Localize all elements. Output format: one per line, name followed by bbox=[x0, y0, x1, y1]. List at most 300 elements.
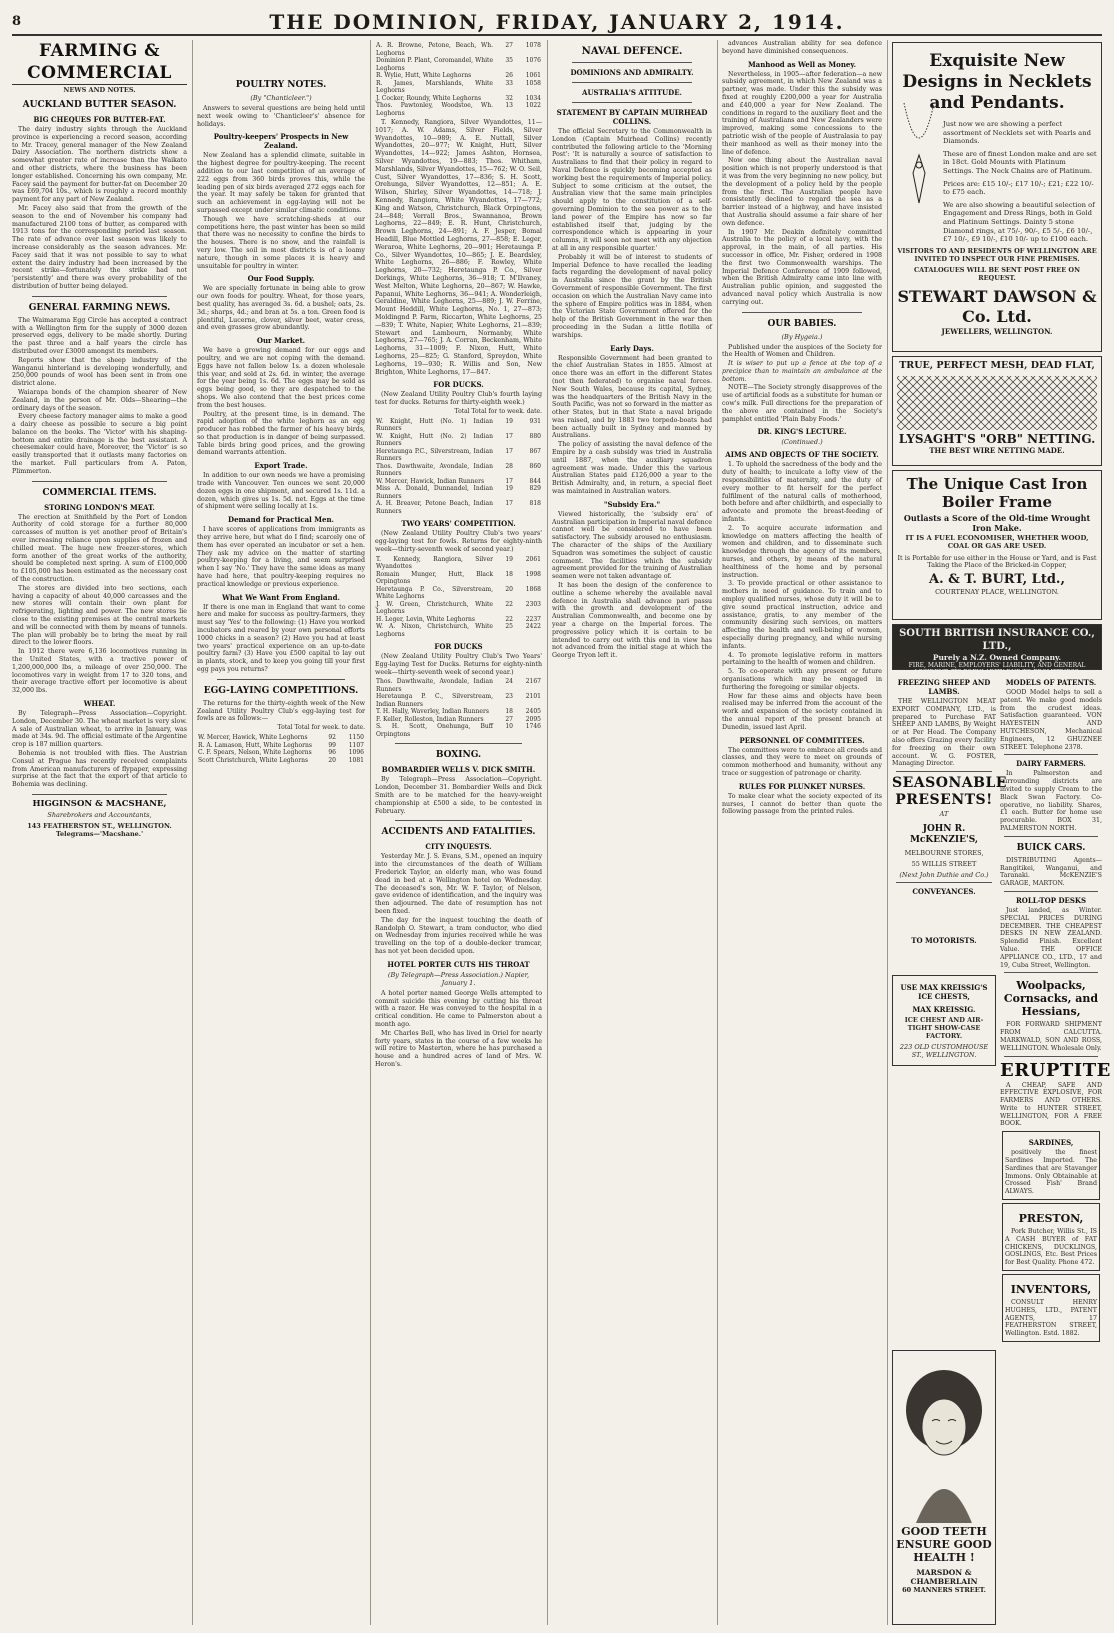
row-name: R. Wylie, Hutt, White Leghorns bbox=[376, 72, 472, 79]
row-name: Thos. Dawthwaite, Avondale, Indian Runners bbox=[376, 462, 493, 478]
byline: (By "Chanticleer.") bbox=[250, 94, 312, 102]
table-row bbox=[375, 723, 542, 738]
article-paragraph: The stores are divided into two sections, each having a capacity of about 40,000 carcasses and the new stores will contain their own plant for refrigerating, lighting and power. The new stores lie close to the existing premises at the central markets and will be connected with them by means of tunnels. The plan will probably be to bring the meat by rail direct to the lower floors. bbox=[12, 584, 187, 647]
article-paragraph: (New Zealand Utility Poultry Club's Two Years' Egg-laying Test for Ducks. Returns for eighty-ninth week—thirty-seventh week of second year.) bbox=[375, 653, 542, 676]
subheadline: AUSTRALIA'S ATTITUDE. bbox=[582, 88, 682, 97]
article-paragraph: I have scores of applications from immigrants as they arrive here, but what do I find; scarcely one of them has ever operated an incubator or set a hen. They ask my advice on the matter of starting poultry-keeping for a living, and seem surprised when I say 'No.' They have the same ideas as many have had here, that poultry-keeping requires no practical knowledge or previous experience. bbox=[197, 526, 365, 588]
row-week: 17 bbox=[505, 432, 513, 440]
row-week: 20 bbox=[328, 756, 336, 764]
divider bbox=[572, 62, 692, 63]
article-paragraph: 2. To acquire accurate information and knowledge on matters affecting the health of women and children, and to disseminate such knowledge through the agency of its members, nurses, and others, by means of the natural healthiness of the home and by personal instruction. bbox=[722, 524, 882, 579]
row-total: 2101 bbox=[525, 693, 541, 701]
advert-title: PRESTON, bbox=[1018, 1212, 1084, 1226]
article-paragraph: The dairy industry sights through the Auckland province is experiencing a record season, according to Mr. Tracey, general manager of the New Zealand Dairy Association. The northern districts show a somewhat greater rate of increase than the Waikato and other districts, where the business has been longer established. Concerning his own company, Mr. Facey said the payment for butter-fat on December 20 was £69,704 10s., which is roughly a record monthly payment for any part of New Zealand. bbox=[12, 126, 187, 204]
table-row bbox=[197, 757, 365, 765]
row-name: Heretaunga P.C., Silverstream, Indian Runners bbox=[376, 447, 493, 463]
row-total: 867 bbox=[529, 447, 541, 455]
headline: POULTRY NOTES. bbox=[235, 80, 327, 90]
row-name: Romain Munger, Hutt, Black Orpingtons bbox=[376, 570, 493, 586]
article-paragraph: Yesterday Mr. J. S. Evans, S.M., opened an inquiry into the circumstances of the death of William Frederick Taylor, an elderly man, who was found dead in bed at a Wellington hotel on Wednesday. The deceased's son, Mr. W. F. Taylor, of Nelson, gave evidence of identification, and the inquiry was then adjourned. The date of resumption has not been fixed. bbox=[375, 853, 542, 916]
advert-netting bbox=[892, 356, 1102, 466]
article-paragraph: New Zealand has a splendid climate, suitable in the highest degree for poultry-keeping. The recent addition to our last competition of an average of 222 eggs from 360 birds proves this, while the leading pen of six birds averaged 272 eggs each for the year. It may safely be taken for granted that such an achievement in egg-laying will not be surpassed except under similar climatic conditions. bbox=[197, 152, 365, 214]
advert-boiler bbox=[892, 470, 1102, 620]
advert-sub: Outlasts a Score of the Old-time Wrought Iron Make. bbox=[903, 513, 1091, 533]
divider bbox=[1004, 836, 1098, 837]
advert-firm: JOHN R. McKENZIE'S, bbox=[909, 824, 979, 846]
subheadline: BOMBARDIER WELLS V. DICK SMITH. bbox=[381, 765, 536, 775]
headline: OUR BABIES. bbox=[767, 318, 837, 329]
section-subtitle: NEWS AND NOTES. bbox=[63, 86, 136, 94]
advert-title: BUICK CARS. bbox=[1016, 842, 1086, 853]
advert-tagline: THE BEST WIRE NETTING MADE. bbox=[929, 446, 1065, 455]
row-name: T. H. Hally, Waverley, Indian Runners bbox=[376, 708, 489, 716]
newspaper-title: THE DOMINION, FRIDAY, JANUARY 2, 1914. bbox=[269, 10, 845, 34]
row-week: 27 bbox=[505, 42, 513, 49]
advert-body: These are of finest London make and are set in 18ct. Gold Mounts with Platinum Settings. The Neck Chains are of Platinum. bbox=[943, 149, 1097, 175]
article-paragraph: How far these aims and objects have been realised may be inferred from the account of the work and expansion of the society contained in the annual report of the present branch at Dunedin, issued last April. bbox=[722, 692, 882, 731]
row-week: 19 bbox=[505, 417, 513, 425]
advert-title: ROLL-TOP DESKS bbox=[1015, 895, 1087, 905]
advert-headline: GOOD TEETH ENSURE GOOD HEALTH ! bbox=[896, 1525, 992, 1564]
subheading: Our Market. bbox=[256, 336, 306, 346]
row-total: 2405 bbox=[525, 708, 541, 716]
row-total: 2237 bbox=[525, 615, 541, 623]
subheading: What We Want From England. bbox=[222, 592, 340, 602]
article-paragraph: The erection at Smithfield by the Port of London Authority of cold storage for a further 80,000 carcasses of mutton is yet another proof of Britain's ever increasing reliance upon supplies of frozen and chilled meat. The huge new freezer-stores, which form another of the great works of the authority, should be completed next spring. A sum of £100,000 to £105,000 has been estimated as the necessary cost of the construction. bbox=[12, 513, 187, 584]
article-paragraph: Every cheese factory manager aims to make a good a dairy cheese as possible to secure a big point balance on the books. The 'Victor' with his shaping-bottom and entire drainage is the best assistant. A cheesemaker could have, Moreover, the 'Victor' is so easily transported that it outlasts many factories on the market. Full particulars from A. Paton, Plimmerton. bbox=[12, 413, 187, 475]
row-total: 1061 bbox=[525, 72, 541, 79]
table-row bbox=[375, 463, 542, 478]
article-paragraph: 5. To co-operate with any present or future organisations which may be engaged in furthering the foregoing or similar objects. bbox=[722, 668, 882, 691]
article-paragraph: In 1912 there were 6,136 locomotives running in the United States, with a tractive power of 1,200,000,000 lbs, a mileage of over 250,000. The locomotives vary in weight from 17 to 320 tons, and their average tractive effort per locomotive is about 32,000 lbs. bbox=[12, 648, 187, 695]
row-name: Heretaunga P. C., Silverstream, Indian Runners bbox=[376, 693, 493, 708]
row-name: R. A. Lamason, Hutt, White Leghorns bbox=[198, 741, 312, 749]
advert-title: FREEZING SHEEP AND LAMBS. bbox=[897, 678, 991, 696]
row-week: 24 bbox=[505, 678, 513, 686]
article-paragraph: In 1907 Mr. Deakin definitely committed Australia to the policy of a local navy, with the approval, in the main, of all parties. His successor in office, Mr. Fisher, ordered in 1908 the first two Commonwealth warships. The Imperial Defence Conference of 1909 followed, when the British Admiralty came into line with Australian public opinion, and suggested the advanced naval policy which Australia is now carrying out. bbox=[722, 228, 882, 306]
article-paragraph: It has been the design of the conference to outline a scheme whereby the available naval defence in Australia shall advance pari passu with the growth and development of the Australian Commonwealth, and become one by year a charge on the Imperial forces. The progressive policy which it is certain to be intended to carry out with this end in view has not advanced from the initial stage at which the George Tryon left it. bbox=[552, 582, 712, 660]
advert-title: Woolpacks, Cornsacks, and Hessians, bbox=[1003, 979, 1099, 1019]
row-total: 829 bbox=[529, 485, 541, 493]
table-row bbox=[375, 42, 542, 57]
advert-body: Just now we are showing a perfect assortment of Necklets set with Pearls and Diamonds. bbox=[943, 120, 1091, 146]
column-results bbox=[375, 40, 542, 1625]
advert-title: MODELS OF PATENTS. bbox=[1005, 678, 1097, 687]
section-title: FARMING & COMMERCIAL bbox=[12, 40, 187, 85]
row-week: 26 bbox=[505, 72, 513, 79]
byline: (By Hygeia.) bbox=[781, 332, 823, 341]
divider bbox=[395, 743, 522, 744]
table-row bbox=[375, 448, 542, 463]
advert-address: (Next John Duthie and Co.) bbox=[899, 871, 989, 880]
row-week: 22 bbox=[505, 600, 513, 608]
subheadline: CITY INQUESTS. bbox=[425, 842, 492, 852]
divider bbox=[32, 296, 167, 297]
row-week: 19 bbox=[505, 485, 513, 493]
article-paragraph: The committees were to embrace all creeds and classes, and they were to meet on grounds of common motherhood and humanity, without any trace or suggestion of patronage or charity. bbox=[722, 746, 882, 777]
article-paragraph: Published under the auspices of the Society for the Health of Women and Children. bbox=[722, 343, 882, 359]
row-total: 2061 bbox=[525, 555, 541, 563]
table-row bbox=[375, 571, 542, 586]
row-week: 19 bbox=[505, 555, 513, 563]
row-week: 10 bbox=[505, 723, 513, 731]
table-row bbox=[375, 95, 542, 103]
subheading: PERSONNEL OF COMMITTEES. bbox=[739, 735, 865, 745]
row-name: F. Keller, Rolleston, Indian Runners bbox=[376, 715, 484, 723]
advert-headline: TRUE, PERFECT MESH, DEAD FLAT, bbox=[899, 360, 1095, 371]
subheading: Demand for Practical Men. bbox=[228, 515, 334, 525]
subheadline: BIG CHEQUES FOR BUTTER-FAT. bbox=[33, 115, 166, 124]
article-paragraph: Now one thing about the Australian naval position which is not properly understood is that it was from the very beginning no new policy, but the development of a policy held by the people from the first. The Australian people have consistently declined to regard the sea as a barrier instead of a highway, and have insisted that Australia should assume a fair share of her own defence. bbox=[722, 157, 882, 227]
article-paragraph: Nevertheless, in 1905—after federation—a new subsidy agreement, in which New Zealand was a partner, was made. Under this the subsidy was fixed at roughly £200,000 a year for Australia and £40,000 a year for New Zealand. The conditions in regard to the auxiliary fleet and the training of Australians and New Zealanders were improved, making some concessions to the patriotic wish of the people of Australasia to pay their manhood as well as their money into the line of defence. bbox=[722, 70, 882, 156]
row-name: W. Mercer, Hawick, White Leghorns bbox=[198, 734, 308, 741]
row-name: Heretaunga P. Co., Silverstream, White Leghorns bbox=[376, 585, 493, 601]
advert-headline: Exquisite New Designs in Necklets and Pendants. bbox=[902, 51, 1092, 113]
headline: ACCIDENTS AND FATALITIES. bbox=[381, 827, 536, 838]
article-paragraph: Mr. Facey also said that from the growth of the season to the end of November his company had manufactured 2100 tons of butter, as compared with 1913 tons for the corresponding period last season. The rate of advance over last season was likely to increase considerably as the season advances. Mr. Facey said that it was not possible to say to what extent the dairy industry had been increased by the recent strike—fortunately the strike had not 'persistently' and there was every probability of the distribution of butter being delayed. bbox=[12, 204, 187, 290]
advert-address: 223 OLD CUSTOMHOUSE ST., WELLINGTON. bbox=[899, 1043, 989, 1060]
article-paragraph: Bohemia is not troubled with flies. The Austrian Consul at Prague has recently received complaints from American manufacturers of flypaper, expressing surprise at the fact that the export of that article to Bohemia was declining. bbox=[12, 749, 187, 789]
advert-firm-address: 143 FEATHERSTON ST., WELLINGTON. Telegrams—'Macshane.' bbox=[27, 821, 172, 838]
column-farming bbox=[12, 40, 187, 1625]
headline: EGG-LAYING COMPETITIONS. bbox=[203, 685, 359, 696]
article-paragraph: The official Secretary to the Commonwealth in London (Captain Muirhead Collins) recently contributed the following article to the 'Morning Post': 'It is naturally a source of satisfaction to Australians to find that their policy in regard to Naval Defence is quickly becoming accepted as working best the requirements of Imperial policy. Subject to some criticism at the outset, the Australian view that the same main principles should apply to the constitution of a self-governing Dominion to the sea power as to the land power of the Empire has now so far established itself that, judging by the correspondence which is appearing in your columns, it will soon not meet with any objection at all in any responsible quarter.' bbox=[552, 128, 712, 252]
row-week: 18 bbox=[505, 708, 513, 716]
advert-title: SEASONABLE PRESENTS! bbox=[892, 775, 1007, 809]
table-row bbox=[375, 601, 542, 616]
subheading: Export Trade. bbox=[254, 461, 308, 471]
advert-firm: A. & T. BURT, Ltd., bbox=[929, 572, 1065, 588]
headline: FOR DUCKS. bbox=[433, 380, 484, 390]
row-name: S. H. Scott, Onehunga, Buff Orpingtons bbox=[376, 723, 493, 738]
row-name: J. W. Green, Christchurch, White Leghorns bbox=[376, 600, 493, 616]
advert-teeth bbox=[892, 1350, 996, 1625]
row-name: C. F. Spears, Nelson, White Leghorns bbox=[198, 749, 312, 756]
table-row bbox=[375, 708, 542, 716]
divider bbox=[1004, 754, 1098, 755]
subheading: Early Days. bbox=[610, 343, 654, 353]
article-paragraph: 4. To promote legislative reform in matters pertaining to the health of women and children. bbox=[722, 651, 882, 667]
row-week: 22 bbox=[505, 615, 513, 623]
article-paragraph: T. Kennedy, Rangiora, Silver Wyandottes, 11—1017; A. W. Adams, Silver Fields, Silver Wyandottes, 10—989; A. E. Nuttall, Silver Wyandottes, 20—977; W. Knight, Hutt, Silver Wyandottes, 14—922; James Ashton, Hornsea, Silver Wyandottes, 19—883; Thos. Whitham, Marshlands, Silver Wyandottes, 15—762; W. O. Seil, Cust, Silver Wyandottes, 17—836; S. H. Scott, Orehunga, Silver Wyandottes, 12—851; A. E. Wilson, Shirley, Silver Wyandottes, 14—718; J. Kennedy, Rangiora, White Wyandottes, 17—772; King and Watson, Christchurch, Black Orpingtons, 24—848; Verrall Bros., Swannanoa, Brown Leghorns, 22—849; E. R. Hunt, Christchurch, Brown Leghorns, 24—891; A. F. Jesper, Bomal Headill, Blue Mottled Leghorns, 27—858; E. Leger, Weraroa, White Leghorns, 20—901; Heretaunga P. Co., Silver Wyandottes, 10—865; J. E. Beardsley, White Leghorns, 26—886; F. Rowley, White Leghorns, 20—732; Heretaunga P. Co., Silver Dorkings, White Leghorns, 36—918; T. M'Ilvaney, West Melton, White Leghorns, 20—867; W. Hawke, Papanui, White Leghorns, 36—941; A. Wonderleigh, Geraldine, White Leghorns, 25—889; J. W. Ferrine, Mount Heddill, White Leghorns, No. 1, 27—873; Moldingnd P. Farm, Riccarton, White Leghorns, 25—839; T. White, Napier, White Leghorns, 21—839; Stewart and Lambourn, Normanby, White Leghorns, 27—765; J. A. Corran, Beckenham, White Leghorns, 31—1009; F. Nixon, Hutt, White Leghorns, 25—825; G. Stanford, Spreydon, White Leghorns, 19—930; R. Willis and Son, New Brighton, White Leghorns, 17—847. bbox=[375, 119, 542, 376]
table-row bbox=[375, 72, 542, 80]
row-week: 17 bbox=[505, 500, 513, 508]
subheading: RULES FOR PLUNKET NURSES. bbox=[738, 781, 866, 791]
row-week: 28 bbox=[505, 462, 513, 470]
row-total: 844 bbox=[529, 477, 541, 485]
advert-address: 55 WILLIS STREET bbox=[911, 860, 977, 869]
advert-title: CONVEYANCES. bbox=[912, 887, 976, 897]
row-name: Thos. Pawtonley, Woodstoe, Wh. Leghorns bbox=[376, 102, 493, 117]
row-total: 860 bbox=[529, 462, 541, 470]
two-year-duck-table bbox=[375, 678, 542, 738]
advert-address: MELBOURNE STORES, bbox=[904, 849, 984, 858]
row-total: 2167 bbox=[525, 678, 541, 686]
article-paragraph: advances Australian ability for sea defence beyond have diminished consequences. bbox=[722, 40, 882, 55]
divider bbox=[1004, 972, 1098, 973]
advert-body: Pork Butcher, Willis St., IS A CASH BUYER of FAT CHICKENS, DUCKLINGS, GOSLINGS, Etc. Best Prices for Best Quality. Phone 472. bbox=[1005, 1228, 1097, 1267]
advert-title: SARDINES, bbox=[1028, 1138, 1074, 1148]
advert-title: INVENTORS, bbox=[1010, 1283, 1092, 1297]
article-paragraph: Waiarapa bonds of the champion shearer of New Zealand, in the person of Mr. Olds—Shearing—the ordinary days of the season. bbox=[12, 388, 187, 412]
column-poultry bbox=[197, 40, 365, 1625]
row-total: 1746 bbox=[525, 723, 541, 731]
advert-headline: The Unique Cast Iron Boiler Frame bbox=[906, 475, 1088, 511]
row-total: 1058 bbox=[525, 79, 541, 87]
article-paragraph: We have a growing demand for our eggs and poultry, and we are not coping with the demand. Eggs have not fallen below 1s. a dozen wholesale this year, and sold at 2s. 6d. in winter, the average for the year being 1s. 6d. The eggs may be sold as eggs being good, so they are despatched to the shops. We also contend that the best prices come from the best houses. bbox=[197, 347, 365, 409]
article-paragraph: NOTE—The Society strongly disapproves of the use of artificial foods as a substitute for human or cow's milk. Full directions for the preparation of the above are contained in the Society's pamphlet entitled 'Plain Baby Foods.' bbox=[722, 384, 882, 423]
row-name: H. Leger, Levin, White Leghorns bbox=[376, 615, 476, 623]
column-small-ads bbox=[1000, 674, 1111, 1625]
article-paragraph: The day for the inquest touching the death of Randolph O. Stewart, a tram conductor, who died on Wednesday from injuries received while he was travelling on the top of a double-decker tramcar, has not yet been decided upon. bbox=[375, 916, 542, 956]
advert-body: It is Portable for use either in the House or Yard, and is Fast Taking the Place of the Bricked-in Copper, bbox=[897, 553, 1097, 570]
row-total: 1078 bbox=[525, 42, 541, 49]
column-naval bbox=[552, 40, 712, 1625]
table-row bbox=[375, 102, 542, 117]
headline: COMMERCIAL ITEMS. bbox=[42, 487, 157, 498]
headline: FOR DUCKS bbox=[434, 642, 483, 652]
row-week: 13 bbox=[505, 102, 513, 109]
article-paragraph: 3. To provide practical or other assistance to mothers in need of guidance. To train and to employ qualified nurses, whose duty it will be to give sound practical instruction, advice and assistance, gratis, to any member of the community desiring such services, on matters affecting the health and well-being of women, especially during pregnancy, and while nursing infants. bbox=[722, 580, 882, 650]
article-paragraph: By Telegraph—Press Association—Copyright. London, December 30. The wheat market is very slow. A sale of Australian wheat, to arrive in January, was made at 34s. 9d. The official estimate of the Argentine crop is 187 million quarters. bbox=[12, 710, 187, 749]
advert-firm-sub: Sharebrokers and Accountants, bbox=[47, 810, 152, 819]
article-paragraph: Viewed historically, the 'subsidy era' of Australian participation in Imperial naval defence cannot well be considered to have been satisfactory. The subsidy aroused no enthusiasm. The character of the ships of the Auxiliary Squadron was sometimes the subject of caustic comment. The facilities which the subsidy agreement provided for the training of Australian seamen were not taken advantage of. bbox=[552, 510, 712, 581]
divider bbox=[896, 771, 992, 772]
advert-notice: VISITORS TO AND RESIDENTS OF WELLINGTON ARE INVITED TO INSPECT OUR FINE PREMISES. bbox=[897, 246, 1097, 263]
row-total: 2303 bbox=[525, 600, 541, 608]
table-row bbox=[375, 693, 542, 708]
results-table bbox=[197, 734, 365, 764]
advert-at: AT bbox=[939, 810, 949, 819]
row-name: J. Cocker, Roundy, White Leghorns bbox=[376, 94, 482, 102]
advert-address: 60 MANNERS STREET. bbox=[902, 1586, 986, 1594]
table-row bbox=[197, 749, 365, 757]
row-total: 1150 bbox=[348, 734, 364, 741]
table-row bbox=[375, 623, 542, 638]
table-row bbox=[375, 678, 542, 693]
subheadline: STORING LONDON'S MEAT. bbox=[44, 502, 155, 512]
column-rule bbox=[887, 40, 888, 1625]
headline: NAVAL DEFENCE. bbox=[581, 46, 683, 57]
article-paragraph: 1. To uphold the sacredness of the body and the duty of health; to inculcate a lofty view of the responsibilities of maternity, and the duty of every mother to fit herself for the perfect fulfilment of the natural calls of motherhood, both before and after childbirth, and especially to advocate and promote the breast-feeding of infants. bbox=[722, 461, 882, 524]
article-paragraph: (New Zealand Utility Poultry Club's fourth laying test for ducks. Returns for thirty-eighth week.) bbox=[375, 391, 542, 407]
article-paragraph: Though we have scratching-sheds at our competitions here, the past winter has been so mild that there was no necessity to confine the birds to the houses. There is no snow, and the rainfall is very low. The soil in most districts is of a loamy nature, though in some places it is heavy and unsuitable for poultry in winter. bbox=[197, 215, 365, 270]
row-total: 1022 bbox=[525, 102, 541, 109]
row-week: 99 bbox=[328, 741, 336, 749]
row-week: 25 bbox=[505, 623, 513, 631]
article-paragraph: The returns for the thirty-eighth week of the New Zealand Utility Poultry Club's egg-laying test for fowls are as follows:— bbox=[197, 699, 365, 723]
row-total: 1034 bbox=[525, 94, 541, 102]
row-week: 27 bbox=[505, 715, 513, 723]
advert-title: TO MOTORISTS. bbox=[911, 936, 977, 946]
article-paragraph: By Telegraph—Press Association—Copyright. London, December 31. Bombardier Wells and Dick Smith are to be matched for the heavy-weight championship at £500 a side, to be contested in February. bbox=[375, 776, 542, 815]
article-paragraph: In addition to our own needs we have a promising trade with Vancouver. Ten ounces we sent 20,000 dozen eggs in one shipment, and secured 1s. 11d. a dozen, which gives us 1s. 5d. net. Eggs at the time of shipment were selling locally at 1s. bbox=[197, 472, 365, 511]
article-paragraph: The policy of assisting the naval defence of the Empire by a cash subsidy was tried in Australia until 1887, when the auxiliary squadron agreement was made. Under this the various Australian States paid £126,000 a year to the British Admiralty, and, in return, a special fleet was maintained in Australian waters. bbox=[552, 441, 712, 496]
necklace-illustration-icon bbox=[899, 103, 939, 213]
column-babies bbox=[722, 40, 882, 1625]
two-year-table bbox=[375, 556, 542, 639]
row-name: Thos. Dawthwaite, Avondale, Indian Runners bbox=[376, 678, 493, 693]
column-rule bbox=[370, 40, 371, 1625]
subheading: DR. KING'S LECTURE. bbox=[757, 427, 847, 437]
advert-body: Just landed, as Winter. SPECIAL PRICES DURING DECEMBER. THE CHEAPEST DESKS IN NEW ZEALAND. Splendid Finish. Excellent Value. THE OFFICE APPLIANCE CO., LTD., 17 and 19, Cuba Street, Wellington. bbox=[1000, 906, 1102, 969]
subheading: Manhood as Well as Money. bbox=[747, 59, 857, 69]
table-row bbox=[375, 500, 542, 515]
dateline: (By Telegraph—Press Association.) Napier, January 1. bbox=[387, 970, 530, 987]
article-paragraph: Poultry, at the present time, is in demand. The rapid adoption of the white leghorn as an egg producer has robbed the farmer of his heavy birds, so that production is in danger of being surpassed. Table birds bring good prices, and the growing demand warrants attention. bbox=[197, 410, 365, 457]
article-paragraph: It is wiser to put up a fence at the top of a precipice than to maintain an ambulance at the bottom. bbox=[722, 360, 882, 383]
table-row bbox=[375, 716, 542, 724]
row-total: 880 bbox=[529, 432, 541, 440]
table-row bbox=[375, 616, 542, 624]
masthead bbox=[12, 8, 1102, 36]
subheading: Poultry-keepers' Prospects in New Zealand. bbox=[213, 132, 349, 151]
headline: HOTEL PORTER CUTS HIS THROAT bbox=[387, 959, 530, 969]
column-rule bbox=[717, 40, 718, 1625]
article-paragraph: Reports show that the sheep industry of the Wanganui hinterland is developing wonderfully, and 250,000 pounds of wool has been sent in from one district alone. bbox=[12, 356, 187, 388]
table-row bbox=[375, 433, 542, 448]
row-name: Miss A. Donald, Dunnandel, Indian Runners bbox=[376, 485, 493, 500]
divider bbox=[742, 312, 862, 313]
article-paragraph: Responsible Government had been granted to the chief Australian States in 1855. Almost at once there was an effort in the different States (not then federated) to organise naval forces. New South Wales, because its capital, Sydney, was the headquarters of the British Navy in the South Pacific, was not so forward in the matter as other States, but in that State a naval brigade was raised, and by 1883 two torpedo-boats had been actually built in Sydney and manned by Australians. bbox=[552, 354, 712, 440]
row-total: 2422 bbox=[525, 623, 541, 631]
advert-lines: FIRE, MARINE, EMPLOYERS' LIABILITY, AND GENERAL ACCIDENT. ITS POPULARITY DUE TO PROMPTNESS. bbox=[908, 662, 1086, 676]
row-week: 92 bbox=[328, 734, 336, 741]
divider bbox=[395, 820, 522, 821]
divider bbox=[1004, 1056, 1098, 1057]
advert-body: IT IS A FUEL ECONOMISER, WHETHER WOOD, COAL OR GAS ARE USED. bbox=[905, 534, 1089, 550]
row-week: 18 bbox=[505, 570, 513, 578]
row-name: W. Knight, Hutt (No. 1) Indian Runners bbox=[376, 417, 493, 433]
advert-title: ERUPTITE bbox=[1000, 1059, 1111, 1081]
table-row bbox=[197, 742, 365, 750]
headline: TWO YEARS' COMPETITION. bbox=[401, 519, 516, 529]
row-week: 17 bbox=[505, 477, 513, 485]
row-name: W. A. Nixon, Christchurch, White Leghorns bbox=[376, 623, 493, 638]
row-total: 1081 bbox=[348, 756, 364, 764]
article-paragraph: Answers to several questions are being held until next week owing to 'Chanticleer's' absence for holidays. bbox=[197, 105, 365, 128]
article-paragraph: To make clear what the society expected of its nurses, I cannot do better than quote the following passage from the printed rules. bbox=[722, 792, 882, 816]
advert-firm: MAX KREISSIG. bbox=[912, 1005, 976, 1015]
row-name: W. Knight, Hutt (No. 2) Indian Runners bbox=[376, 432, 493, 448]
headline: WHEAT. bbox=[83, 699, 116, 708]
advert-headline: SOUTH BRITISH INSURANCE CO., LTD., bbox=[899, 628, 1095, 652]
subheading: Our Food Supply. bbox=[247, 274, 315, 284]
row-week: 33 bbox=[505, 79, 513, 87]
divider bbox=[572, 102, 692, 103]
table-row bbox=[375, 556, 542, 571]
table-header: Total Total for week. to date. bbox=[277, 724, 365, 732]
advert-body: In Palmerston and surrounding districts are invited to supply Cream to the Black Swan Factory. Co-operative, no liability. Shares, £1 each. Butter for home use procurable. BOX 31, PALMERSTON NORTH. bbox=[1000, 770, 1102, 832]
divider bbox=[32, 794, 167, 795]
row-week: 17 bbox=[505, 447, 513, 455]
headline: BOXING. bbox=[435, 750, 482, 761]
row-week: 35 bbox=[505, 57, 513, 64]
advert-body: DISTRIBUTING Agents—Rangitikei, Wanganui, and Taranaki. McKENZIE'S GARAGE, MARTON. bbox=[1000, 856, 1102, 888]
column-rule bbox=[547, 40, 548, 1625]
advert-firm-name: HIGGINSON & MACSHANE, bbox=[32, 798, 167, 809]
advert-sub: ICE CHEST AND AIR-TIGHT SHOW-CASE FACTORY. bbox=[904, 1016, 984, 1041]
row-total: 818 bbox=[529, 500, 541, 508]
row-week: 32 bbox=[505, 94, 513, 102]
advert-title: DAIRY FARMERS. bbox=[1016, 759, 1086, 769]
woman-portrait-icon bbox=[894, 1355, 994, 1525]
advert-necklets bbox=[892, 42, 1102, 352]
duck-results-table bbox=[375, 418, 542, 516]
advert-body: We are also showing a beautiful selection of Engagement and Dress Rings, both in Gold and Platinum Settings. Dainty 5 stone Diamond rings, at 75/-, 90/-, £5 5/-, £6 10/-, £7 10/-, £9 10/-, £10 10/- up to £100 each. bbox=[943, 200, 1095, 244]
wire-mesh-icon bbox=[897, 374, 1097, 432]
advert-body: CONSULT HENRY HUGHES, LTD., PATENT AGENTS, 17 FEATHERSTON STREET, Wellington. Estd. 1882. bbox=[1005, 1299, 1097, 1338]
article-paragraph: Probably it will be of interest to students of Imperial Defence to have recalled the leading facts regarding the development of naval policy in Australia since the grant by the British Government of responsible Government. The first occasion on which the Australian Navy came into the sphere of Empire politics was in 1884, when the Victorian State Government offered for the help of the British Government in the war then proceeding in the Sudan a little flotilla of warships. bbox=[552, 253, 712, 339]
page-number: 8 bbox=[12, 14, 22, 29]
table-row bbox=[375, 586, 542, 601]
article-paragraph: A hotel porter named George Wells attempted to commit suicide this evening by cutting his throat with a razor. He was conveyed to the hospital in a critical condition. He came to Palmerston about a month ago. bbox=[375, 989, 542, 1028]
advert-body: A CHEAP, SAFE AND EFFECTIVE EXPLOSIVE, FOR FARMERS AND OTHERS. Write to HUNTER STREET, WELLINGTON, FOR A FREE BOOK. bbox=[1000, 1081, 1102, 1128]
row-name: R. James, Marshlands, White Leghorns bbox=[376, 79, 493, 94]
advert-body: THE WELLINGTON MEAT EXPORT COMPANY, LTD., is prepared to Purchase FAT SHEEP AND LAMBS, By Weight or at Per Head. The Company also offers Grazing every facility for freezing on their own account. W. G. FOSTER, Managing Director. bbox=[892, 698, 996, 768]
divider bbox=[32, 481, 167, 482]
row-week: 23 bbox=[505, 693, 513, 701]
advert-body: GOOD Model helps to sell a patent. We make good models from the crudest ideas. Satisfaction guaranteed. VON HAYESTEIN AND HUTCHESON, Mechanical Engineers, 12 GHUZNEE STREET. Telephone 2378. bbox=[1000, 689, 1102, 751]
advert-firm: STEWART DAWSON & Co. Ltd. bbox=[897, 286, 1097, 326]
row-name: T. Kennedy, Rangiora, Silver Wyandottes bbox=[376, 555, 493, 571]
row-total: 1076 bbox=[525, 57, 541, 64]
article-paragraph: We are specially fortunate in being able to grow our own foods for poultry. Wheat, for those years, best quality, has averaged 3s. 6d. a bushel; oats, 2s. 3d.; sharps, 4d.; and bran at 5s. a ton. Green food is plentiful, Lucerne, clover, silver beet, water cress, and even grasses grow abundantly. bbox=[197, 285, 365, 332]
row-week: 96 bbox=[328, 749, 336, 756]
advert-sub: Purely a N.Z. Owned Company. bbox=[932, 653, 1062, 662]
advert-insurance bbox=[892, 624, 1102, 676]
row-name: A. R. Browne, Petone, Beach, Wh. Leghorns bbox=[376, 42, 493, 57]
table-row bbox=[375, 80, 542, 95]
divider bbox=[896, 882, 992, 883]
subheadline: STATEMENT BY CAPTAIN MUIRHEAD COLLINS. bbox=[556, 108, 708, 126]
article-paragraph: (New Zealand Utility Poultry Club's two years' egg-laying test for fowls. Returns for eighty-ninth week—thirty-seventh week of second year.) bbox=[375, 530, 542, 553]
row-name: Dominion P. Plant, Coromandel, White Leghorns bbox=[376, 57, 493, 72]
divider bbox=[572, 82, 692, 83]
row-total: 1096 bbox=[348, 749, 364, 756]
table-row bbox=[197, 734, 365, 742]
advert-title: USE MAX KREISSIG'S ICE CHESTS, bbox=[900, 983, 988, 1002]
advert-catalogue: CATALOGUES WILL BE SENT POST FREE ON REQUEST. bbox=[913, 266, 1081, 283]
table-row bbox=[375, 478, 542, 486]
column-rule bbox=[192, 40, 193, 1625]
advert-firm: MARSDON & CHAMBERLAIN bbox=[910, 1568, 978, 1586]
subheading: AIMS AND OBJECTS OF THE SOCIETY. bbox=[725, 450, 879, 460]
table-row bbox=[375, 418, 542, 433]
headline: AUCKLAND BUTTER SEASON. bbox=[22, 100, 177, 110]
row-total: 1998 bbox=[525, 570, 541, 578]
divider bbox=[217, 679, 345, 680]
row-total: 1868 bbox=[525, 585, 541, 593]
article-paragraph: Mr. Charles Bell, who has lived in Oriel for nearly forty years, states in the course of a few weeks he will retire to Masterton, where he has purchased a house and a hundred acres of land of Mrs. W. Heron's. bbox=[375, 1029, 542, 1068]
table-row bbox=[375, 485, 542, 500]
article-paragraph: If there is one man in England that want to come here and make for success as poultry-farmers, they must say 'Yes' to the following: (1) Have you worked incubators and reared by your own personal efforts 1000 chicks in a season? (2) Have you had at least two years' practical experience on an up-to-date poultry farm? (3) Have you £500 capital to lay out in plants, stock, and to keep you going till your first egg pays you returns? bbox=[197, 603, 365, 674]
results-table bbox=[375, 42, 542, 117]
row-name: A. H. Breaver, Petone Beach, Indian Runners bbox=[376, 500, 493, 515]
subheading-note: (Continued.) bbox=[781, 438, 823, 447]
row-week: 20 bbox=[505, 585, 513, 593]
row-total: 2095 bbox=[525, 715, 541, 723]
advert-body: FOR FORWARD SHIPMENT FROM CALCUTTA. MARKWALD, SON AND ROSS, WELLINGTON. Wholesale Only. bbox=[1000, 1021, 1102, 1052]
advert-brand: LYSAGHT'S "ORB" NETTING. bbox=[898, 432, 1096, 446]
row-total: 1107 bbox=[348, 741, 364, 749]
advert-address: COURTENAY PLACE, WELLINGTON. bbox=[935, 588, 1059, 597]
subheadline: DOMINIONS AND ADMIRALTY. bbox=[570, 68, 694, 77]
table-row bbox=[375, 57, 542, 72]
row-name: W. Mercer, Hawick, Indian Runners bbox=[376, 477, 485, 485]
advert-firm-sub: JEWELLERS, WELLINGTON. bbox=[941, 326, 1053, 336]
table-header: Total Total for to week. date. bbox=[454, 407, 542, 415]
